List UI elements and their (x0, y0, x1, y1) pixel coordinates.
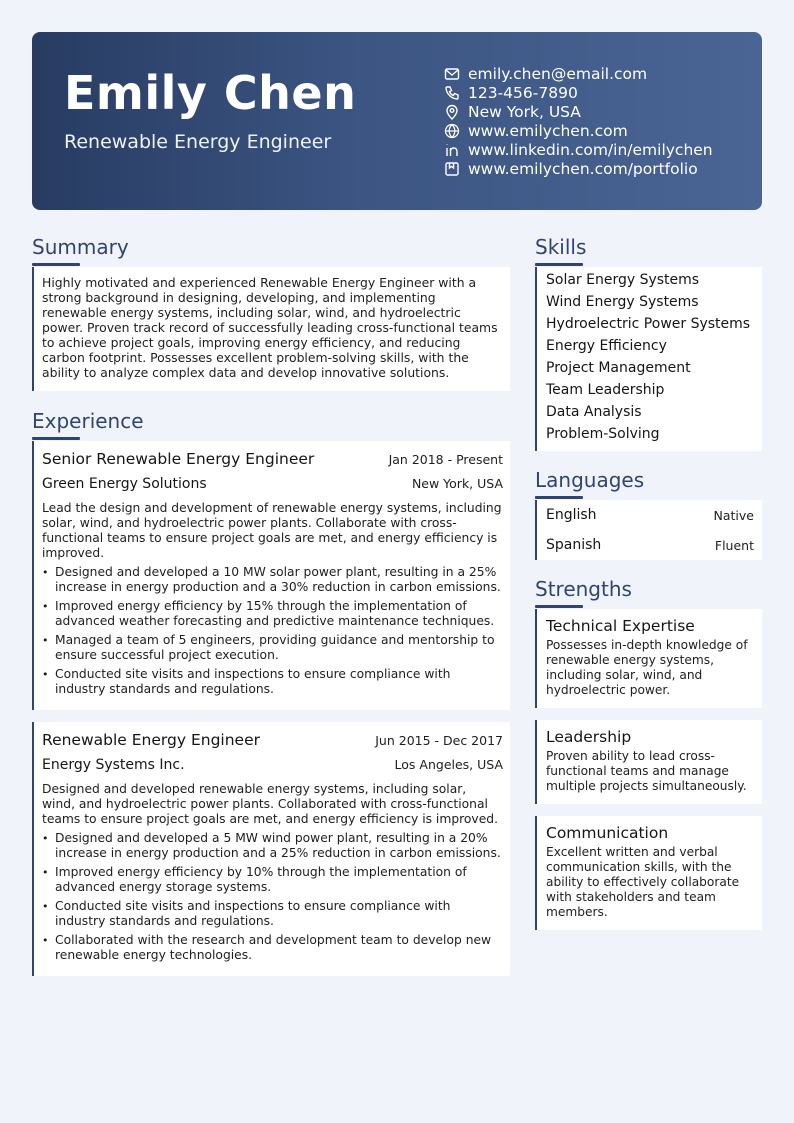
contact-location (444, 102, 713, 121)
contact-website-text: www.emilychen.com (468, 121, 628, 140)
job-title: Renewable Energy Engineer (42, 731, 260, 749)
job-location: New York, USA (411, 476, 503, 491)
job-card (32, 722, 510, 976)
job-dates: Jun 2015 - Dec 2017 (375, 733, 503, 748)
portfolio-icon (444, 161, 460, 177)
achievement-item: • Improved energy efficiency by 10% through the implementation of advanced energy storage systems. (42, 865, 502, 895)
skills-card (535, 267, 762, 451)
job-company: Energy Systems Inc. (42, 757, 185, 773)
globe-icon (444, 123, 460, 139)
strength-title: Communication (546, 824, 669, 842)
email-icon (444, 66, 460, 82)
skill-item: Wind Energy Systems (546, 294, 699, 310)
contact-website[interactable] (444, 121, 713, 140)
skill-item: Data Analysis (546, 404, 642, 420)
job-company-row (34, 749, 510, 773)
linkedin-icon (444, 142, 460, 158)
strength-card (535, 720, 762, 804)
job-title-row (34, 722, 510, 749)
achievement-item: • Collaborated with the research and development team to develop new renewable energy technologies. (42, 933, 502, 963)
achievement-item: • Conducted site visits and inspections to ensure compliance with industry standards and regulations. (42, 667, 502, 697)
language-name: Spanish (546, 537, 602, 553)
candidate-name: Emily Chen (64, 66, 357, 120)
contact-linkedin-text: www.linkedin.com/in/emilychen (468, 140, 713, 159)
achievement-item: • Designed and developed a 5 MW wind power plant, resulting in a 20% increase in energy production and a 25% reduction in carbon emissions. (42, 831, 502, 861)
job-description: Lead the design and development of renewable energy systems, including solar, wind, and hydroelectric power plants. Collaborate with cross-functional teams to ensure project goals are met, and energy efficiency is improved. (42, 501, 502, 560)
contact-email[interactable] (444, 64, 713, 83)
achievement-item: • Designed and developed a 10 MW solar power plant, resulting in a 25% increase in energy production and a 30% reduction in carbon emissions. (42, 565, 502, 595)
skill-item: Team Leadership (546, 382, 665, 398)
summary-card (32, 267, 510, 391)
strength-title: Leadership (546, 728, 632, 746)
skill-item: Energy Efficiency (546, 338, 667, 354)
contact-linkedin[interactable] (444, 140, 713, 159)
language-level: Native (713, 507, 754, 523)
skill-item: Hydroelectric Power Systems (546, 316, 751, 332)
job-title-row (34, 441, 510, 468)
strength-card (535, 816, 762, 930)
strength-description: Proven ability to lead cross-functional teams and manage multiple projects simultaneously. (546, 749, 747, 793)
job-achievements (34, 831, 510, 963)
job-company: Green Energy Solutions (42, 476, 207, 492)
strength-title: Technical Expertise (546, 617, 695, 635)
location-icon (444, 104, 460, 120)
achievement-item: • Managed a team of 5 engineers, providing guidance and mentorship to ensure successful project execution. (42, 633, 502, 663)
contact-list (444, 64, 713, 178)
experience-heading: Experience (32, 409, 144, 433)
summary-heading: Summary (32, 235, 129, 259)
achievement-item: • Improved energy efficiency by 15% through the implementation of advanced weather forecasting and predictive maintenance techniques. (42, 599, 502, 629)
contact-phone-text: 123-456-7890 (468, 83, 578, 102)
job-company-row (34, 468, 510, 492)
contact-location-text: New York, USA (468, 102, 581, 121)
language-name: English (546, 507, 597, 523)
skill-item: Problem-Solving (546, 426, 660, 442)
language-level: Fluent (714, 537, 754, 553)
resume-header (32, 32, 762, 210)
skills-heading: Skills (535, 235, 587, 259)
job-dates: Jan 2018 - Present (388, 452, 503, 467)
job-card (32, 441, 510, 710)
strength-card (535, 609, 762, 708)
skill-item: Solar Energy Systems (546, 272, 700, 288)
language-row (537, 500, 762, 530)
achievement-item: • Conducted site visits and inspections to ensure compliance with industry standards and regulations. (42, 899, 502, 929)
skill-item: Project Management (546, 360, 691, 376)
languages-heading: Languages (535, 468, 645, 492)
phone-icon (444, 85, 460, 101)
candidate-title: Renewable Energy Engineer (64, 131, 332, 153)
summary-text: Highly motivated and experienced Renewable Energy Engineer with a strong background in designing, developing, and implementing renewable energy systems, including solar, wind, and hydroelectric power. Proven track record of successfully leading cross-functional teams to achieve project goals, improving energy efficiency, and reducing carbon footprint. Possesses excellent problem-solving skills, with the ability to analyze complex data and develop innovative solutions. (42, 275, 498, 380)
contact-email-text: emily.chen@email.com (468, 64, 648, 83)
languages-card (535, 500, 762, 560)
job-achievements (34, 565, 510, 697)
strength-description: Excellent written and verbal communication skills, with the ability to effectively collaborate with stakeholders and team members. (546, 845, 740, 919)
job-location: Los Angeles, USA (394, 757, 503, 772)
strengths-heading: Strengths (535, 577, 632, 601)
contact-phone[interactable] (444, 83, 713, 102)
job-title: Senior Renewable Energy Engineer (42, 450, 315, 468)
contact-portfolio[interactable] (444, 159, 713, 178)
contact-portfolio-text: www.emilychen.com/portfolio (468, 159, 698, 178)
strength-description: Possesses in-depth knowledge of renewable energy systems, including solar, wind, and hydroelectric power. (546, 638, 748, 697)
job-description: Designed and developed renewable energy systems, including solar, wind, and hydroelectric power plants. Collaborated with cross-functional teams to ensure project goals are met, and energy efficiency is improved. (42, 782, 498, 826)
language-row (537, 530, 762, 560)
